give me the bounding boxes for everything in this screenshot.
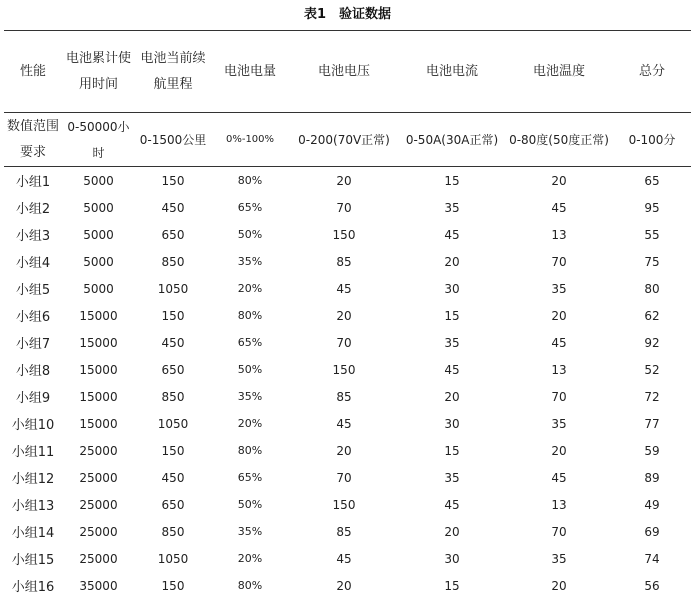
cell-group-name: 小组14 (11, 526, 55, 541)
cell-charge: 50% (237, 363, 263, 376)
cell-total-score: 77 (644, 416, 660, 431)
range-label: 数值范围要求 (4, 113, 62, 167)
cell-voltage: 150 (332, 362, 356, 377)
cell-voltage: 45 (336, 551, 352, 566)
cell-mileage: 850 (161, 389, 185, 404)
cell-mileage: 450 (161, 200, 185, 215)
cell-charge: 35% (237, 390, 263, 403)
cell-mileage: 1050 (157, 551, 189, 566)
range-charge: 0%-100% (211, 113, 289, 167)
cell-charge: 65% (237, 336, 263, 349)
cell-voltage: 150 (332, 497, 356, 512)
cell-usage-time: 5000 (83, 254, 114, 269)
cell-voltage: 85 (336, 524, 352, 539)
cell-total-score: 72 (644, 389, 660, 404)
cell-mileage: 650 (161, 227, 185, 242)
cell-mileage: 850 (161, 524, 185, 539)
cell-group-name: 小组10 (11, 418, 55, 433)
range-temperature: 0-80度(50度正常) (505, 113, 613, 167)
cell-temperature: 70 (551, 254, 567, 269)
table-row (4, 248, 691, 275)
cell-current: 35 (444, 470, 460, 485)
cell-charge: 80% (237, 444, 263, 457)
cell-total-score: 95 (644, 200, 660, 215)
cell-current: 45 (444, 227, 460, 242)
cell-group-name: 小组15 (11, 553, 55, 568)
cell-mileage: 850 (161, 254, 185, 269)
cell-current: 20 (444, 254, 460, 269)
cell-charge: 80% (237, 174, 263, 187)
cell-temperature: 20 (551, 308, 567, 323)
cell-usage-time: 5000 (83, 227, 114, 242)
cell-mileage: 150 (161, 578, 185, 593)
cell-temperature: 70 (551, 389, 567, 404)
cell-current: 30 (444, 416, 460, 431)
cell-group-name: 小组2 (15, 202, 51, 217)
cell-voltage: 20 (336, 443, 352, 458)
cell-usage-time: 5000 (83, 281, 114, 296)
cell-temperature: 70 (551, 524, 567, 539)
cell-group-name: 小组11 (11, 445, 55, 460)
cell-mileage: 150 (161, 173, 185, 188)
cell-current: 35 (444, 200, 460, 215)
cell-temperature: 45 (551, 470, 567, 485)
cell-voltage: 45 (336, 416, 352, 431)
cell-total-score: 75 (644, 254, 660, 269)
range-voltage: 0-200(70V正常) (289, 113, 399, 167)
cell-usage-time: 15000 (79, 389, 118, 404)
cell-mileage: 1050 (157, 281, 189, 296)
cell-voltage: 20 (336, 578, 352, 593)
cell-total-score: 56 (644, 578, 660, 593)
cell-temperature: 20 (551, 173, 567, 188)
cell-group-name: 小组8 (15, 364, 51, 379)
cell-temperature: 20 (551, 578, 567, 593)
table-row (4, 221, 691, 248)
cell-mileage: 1050 (157, 416, 189, 431)
cell-charge: 50% (237, 228, 263, 241)
cell-total-score: 69 (644, 524, 660, 539)
cell-charge: 65% (237, 201, 263, 214)
cell-mileage: 150 (161, 308, 185, 323)
cell-total-score: 65 (644, 173, 660, 188)
table-row (4, 329, 691, 356)
cell-temperature: 35 (551, 551, 567, 566)
verification-data-table (4, 30, 691, 599)
table-row (4, 518, 691, 545)
cell-voltage: 70 (336, 470, 352, 485)
cell-voltage: 85 (336, 389, 352, 404)
cell-current: 30 (444, 551, 460, 566)
cell-temperature: 45 (551, 200, 567, 215)
cell-group-name: 小组5 (15, 283, 51, 298)
cell-temperature: 13 (551, 497, 567, 512)
cell-voltage: 20 (336, 308, 352, 323)
cell-mileage: 650 (161, 497, 185, 512)
cell-voltage: 45 (336, 281, 352, 296)
table-row (4, 194, 691, 221)
cell-total-score: 52 (644, 362, 660, 377)
table-row (4, 302, 691, 329)
cell-usage-time: 25000 (79, 443, 118, 458)
cell-total-score: 59 (644, 443, 660, 458)
header-current-range: 电池当前续航里程 (135, 31, 211, 113)
cell-charge: 80% (237, 579, 263, 592)
header-battery-temperature: 电池温度 (505, 31, 613, 113)
cell-charge: 50% (237, 498, 263, 511)
cell-group-name: 小组13 (11, 499, 55, 514)
cell-temperature: 35 (551, 281, 567, 296)
cell-usage-time: 25000 (79, 497, 118, 512)
cell-mileage: 450 (161, 335, 185, 350)
header-battery-charge: 电池电量 (211, 31, 289, 113)
cell-mileage: 650 (161, 362, 185, 377)
cell-usage-time: 25000 (79, 470, 118, 485)
header-row (4, 31, 691, 113)
table-row (4, 572, 691, 599)
range-usage-time: 0-50000小时 (62, 113, 135, 167)
cell-charge: 20% (237, 417, 263, 430)
cell-usage-time: 25000 (79, 551, 118, 566)
cell-current: 35 (444, 335, 460, 350)
table-row (4, 464, 691, 491)
cell-temperature: 13 (551, 227, 567, 242)
range-requirement-row (4, 113, 691, 167)
cell-usage-time: 25000 (79, 524, 118, 539)
cell-mileage: 150 (161, 443, 185, 458)
cell-usage-time: 5000 (83, 200, 114, 215)
header-performance: 性能 (4, 31, 62, 113)
cell-total-score: 80 (644, 281, 660, 296)
cell-group-name: 小组9 (15, 391, 51, 406)
cell-usage-time: 15000 (79, 416, 118, 431)
cell-current: 15 (444, 308, 460, 323)
table-row (4, 545, 691, 572)
cell-group-name: 小组16 (11, 580, 55, 595)
cell-temperature: 35 (551, 416, 567, 431)
header-battery-current: 电池电流 (399, 31, 505, 113)
table-row (4, 437, 691, 464)
cell-total-score: 55 (644, 227, 660, 242)
cell-temperature: 13 (551, 362, 567, 377)
table-row (4, 491, 691, 518)
cell-voltage: 70 (336, 200, 352, 215)
cell-total-score: 74 (644, 551, 660, 566)
cell-temperature: 20 (551, 443, 567, 458)
table-row (4, 275, 691, 302)
cell-group-name: 小组12 (11, 472, 55, 487)
cell-voltage: 85 (336, 254, 352, 269)
range-mileage: 0-1500公里 (135, 113, 211, 167)
cell-group-name: 小组4 (15, 256, 51, 271)
cell-current: 20 (444, 524, 460, 539)
range-score: 0-100分 (613, 113, 691, 167)
cell-usage-time: 15000 (79, 335, 118, 350)
header-total-score: 总分 (613, 31, 691, 113)
cell-current: 15 (444, 173, 460, 188)
table-caption: 表1 验证数据 (303, 7, 392, 22)
cell-current: 15 (444, 578, 460, 593)
cell-usage-time: 5000 (83, 173, 114, 188)
cell-group-name: 小组6 (15, 310, 51, 325)
table-row (4, 383, 691, 410)
cell-charge: 35% (237, 525, 263, 538)
table-row (4, 356, 691, 383)
cell-group-name: 小组7 (15, 337, 51, 352)
cell-current: 30 (444, 281, 460, 296)
cell-usage-time: 35000 (79, 578, 118, 593)
cell-group-name: 小组3 (15, 229, 51, 244)
cell-current: 45 (444, 497, 460, 512)
table-row (4, 167, 691, 195)
header-cumulative-usage-time: 电池累计使用时间 (62, 31, 135, 113)
cell-voltage: 150 (332, 227, 356, 242)
cell-voltage: 20 (336, 173, 352, 188)
cell-total-score: 62 (644, 308, 660, 323)
cell-current: 15 (444, 443, 460, 458)
cell-group-name: 小组1 (15, 175, 51, 190)
cell-current: 45 (444, 362, 460, 377)
cell-usage-time: 15000 (79, 362, 118, 377)
cell-mileage: 450 (161, 470, 185, 485)
cell-charge: 65% (237, 471, 263, 484)
table-row (4, 410, 691, 437)
cell-usage-time: 15000 (79, 308, 118, 323)
cell-voltage: 70 (336, 335, 352, 350)
range-current: 0-50A(30A正常) (399, 113, 505, 167)
cell-charge: 35% (237, 255, 263, 268)
cell-charge: 20% (237, 552, 263, 565)
cell-total-score: 92 (644, 335, 660, 350)
header-battery-voltage: 电池电压 (289, 31, 399, 113)
cell-current: 20 (444, 389, 460, 404)
cell-charge: 80% (237, 309, 263, 322)
cell-charge: 20% (237, 282, 263, 295)
cell-total-score: 49 (644, 497, 660, 512)
cell-temperature: 45 (551, 335, 567, 350)
cell-total-score: 89 (644, 470, 660, 485)
